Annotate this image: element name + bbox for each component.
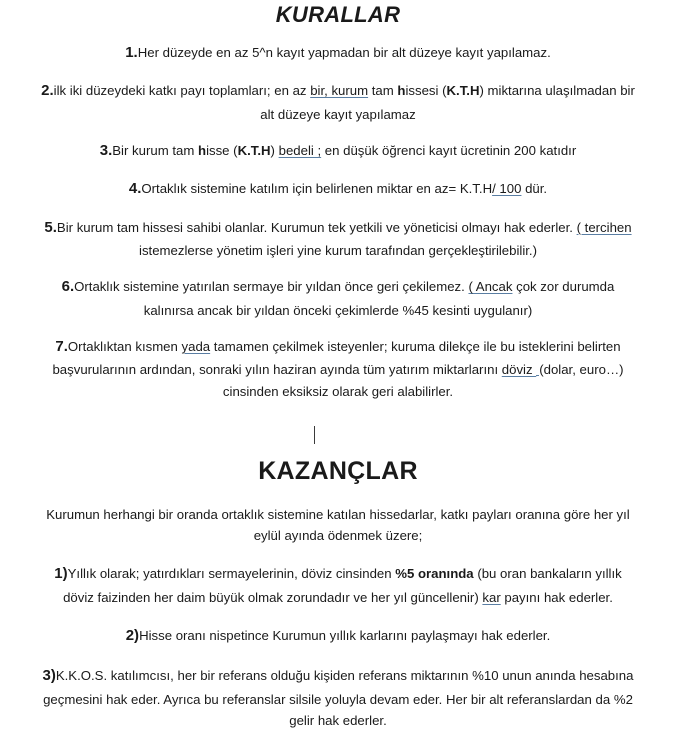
gain-text-1c: payını hak ederler. bbox=[500, 589, 613, 605]
rule-text-4b: dür. bbox=[521, 181, 548, 197]
rule-text-4a: Ortaklık sistemine katılım için belirlenen miktar en az= K.T.H bbox=[141, 181, 493, 197]
rule-number-7: 7. bbox=[55, 338, 68, 356]
rule-underline-7-doviz: döviz bbox=[501, 362, 537, 378]
gain-text-1b: (bu oran bankaların yıllık döviz faizinden her daim büyük olmak zorundadır ve her yıl güncellenir) bbox=[63, 566, 622, 605]
rule-text-3b: isse ( bbox=[206, 143, 238, 159]
rule-item-1 bbox=[34, 41, 642, 65]
rule-number-4: 4. bbox=[128, 180, 142, 198]
rule-underline-6: ( Ancak bbox=[468, 279, 513, 295]
gain-number-2: 2) bbox=[125, 627, 140, 645]
rule-bold-2h: h bbox=[397, 83, 406, 99]
rule-item-4 bbox=[34, 177, 642, 201]
rule-item-7 bbox=[34, 335, 642, 402]
text-cursor-icon bbox=[314, 426, 315, 444]
gain-number-1: 1) bbox=[54, 565, 68, 583]
gain-text-2: Hisse oranı nispetince Kurumun yıllık karlarını paylaşmayı hak ederler. bbox=[139, 628, 551, 644]
rule-bold-3h: h bbox=[198, 143, 207, 159]
rule-number-1: 1. bbox=[125, 44, 138, 62]
page-title-kazanclar: KAZANÇLAR bbox=[258, 457, 418, 486]
rules-list bbox=[34, 41, 642, 402]
gain-item-1 bbox=[34, 562, 642, 608]
rule-text-7a: Ortaklıktan kısmen bbox=[67, 339, 182, 355]
rule-text-7b: tamamen çekilmek isteyenler; kuruma dilekçe ile bu isteklerini belirten başvurularının ardından, sonraki yılın haziran ayında tüm yatırım miktarlarını bbox=[52, 339, 621, 378]
rule-text-7c: (dolar, euro…) cinsinden eksiksiz olarak geri alabilirler. bbox=[222, 362, 624, 399]
rule-text-5a: Bir kurum tam hissesi sahibi olanlar. Kurumun tek yetkili ve yöneticisi olmayı hak ederler. bbox=[56, 219, 573, 235]
rule-number-5: 5. bbox=[44, 218, 57, 236]
page-title-kurallar: KURALLAR bbox=[275, 2, 401, 27]
rule-text-1: Her düzeyde en az 5^n kayıt yapmadan bir alt düzeye kayıt yapılamaz. bbox=[137, 45, 551, 61]
rule-text-3c: ) bbox=[270, 143, 279, 159]
rule-underline-4: / 100 bbox=[492, 181, 522, 197]
text-cursor-row bbox=[34, 424, 642, 446]
gain-item-2 bbox=[34, 624, 642, 648]
rule-text-2d: ) miktarına ulaşılmadan bir alt düzeye kayıt yapılamaz bbox=[260, 83, 635, 122]
gain-number-3: 3) bbox=[42, 667, 56, 685]
rule-item-6 bbox=[34, 275, 642, 321]
gain-item-3 bbox=[34, 664, 642, 731]
gains-intro-paragraph: Kurumun herhangi bir oranda ortaklık sistemine katılan hissedarlar, katkı payları oranına göre her yıl eylül ayında ödenmek üzere; bbox=[46, 506, 630, 544]
rule-text-2b: tam bbox=[368, 83, 398, 99]
rule-item-2 bbox=[34, 79, 642, 125]
gains-list bbox=[34, 562, 642, 731]
gain-underline-1: kar bbox=[482, 589, 501, 605]
rule-text-3d: en düşük öğrenci kayıt ücretinin 200 katıdır bbox=[321, 143, 577, 159]
rule-bold-3kth: K.T.H bbox=[237, 143, 271, 159]
rule-item-3 bbox=[34, 139, 642, 163]
gain-text-3: K.K.O.S. katılımcısı, her bir referans olduğu kişiden referans miktarının %10 unun anında hesabına geçmesini hak eder. Ayrıca bu referanslar silsile yoluyla devam eder. Her bir alt referanslardan da %2 gelir hak ederler. bbox=[43, 668, 634, 729]
gain-text-1a: Yıllık olarak; yatırdıkları sermayelerinin, döviz cinsinden bbox=[67, 566, 396, 582]
gain-bold-1: %5 oranında bbox=[395, 566, 474, 582]
rule-underline-2: bir, kurum bbox=[310, 83, 369, 99]
rule-text-3a: Bir kurum tam bbox=[112, 143, 198, 159]
rule-text-2c: issesi ( bbox=[405, 83, 447, 99]
rule-text-6a: Ortaklık sistemine yatırılan sermaye bir yıldan önce geri çekilemez. bbox=[74, 279, 469, 295]
rule-text-6b: çok zor durumda kalınırsa ancak bir yıldan önceki çekimlerde %45 kesinti uygulanır) bbox=[143, 279, 615, 318]
rule-underline-3: bedeli ; bbox=[278, 143, 322, 159]
rule-underline-7-yada: yada bbox=[181, 339, 211, 355]
rule-underline-5: ( tercihen bbox=[576, 219, 632, 235]
rule-text-5b: istemezlerse yönetim işleri yine kurum tarafından gerçekleştirilebilir.) bbox=[139, 243, 537, 259]
rule-bold-2kth: K.T.H bbox=[446, 83, 480, 99]
rule-text-2a: ilk iki düzeydeki katkı payı toplamları; en az bbox=[53, 83, 311, 99]
rule-item-5 bbox=[34, 216, 642, 262]
rule-number-6: 6. bbox=[61, 278, 75, 296]
document-page bbox=[0, 2, 676, 729]
rule-number-2: 2. bbox=[41, 82, 54, 100]
rule-number-3: 3. bbox=[99, 142, 113, 160]
